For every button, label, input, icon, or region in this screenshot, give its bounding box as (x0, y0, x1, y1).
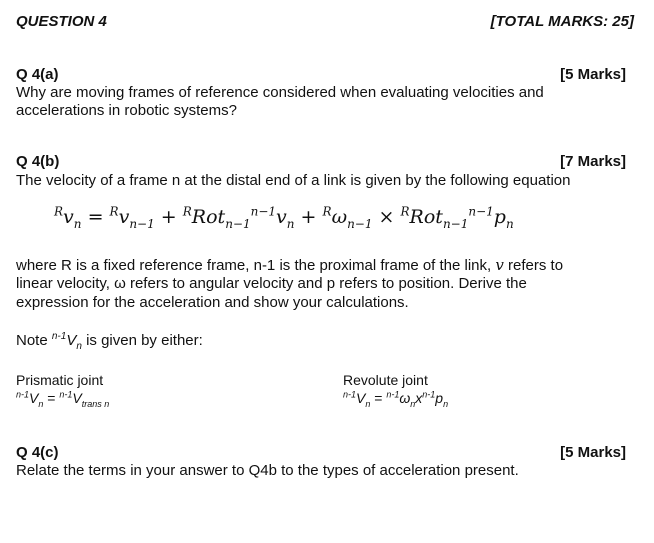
eq-sub-n3: n (505, 216, 514, 231)
prismatic-sup2: n-1 (59, 389, 73, 400)
q4b-desc-line1-b: refers to (508, 257, 564, 274)
revolute-x: x (415, 390, 423, 406)
note-prefix: Note (16, 332, 48, 349)
velocity-equation (54, 204, 514, 231)
revolute-omega: ω (399, 390, 411, 406)
eq-plus1: + (160, 206, 177, 228)
q4b-marks: [7 Marks] (560, 153, 626, 170)
q4b-intro: The velocity of a frame n at the distal end of a link is given by the following equation (16, 172, 571, 189)
prismatic-sub-n: n (38, 398, 44, 409)
revolute-sup2: n-1 (386, 389, 400, 400)
note-v: V (66, 332, 77, 349)
eq-sup-r4: R (322, 204, 332, 219)
prismatic-v2: V (72, 390, 82, 406)
note-sub: n (76, 341, 82, 352)
q4b-label: Q 4(b) (16, 153, 60, 170)
eq-sub-n2: n (286, 216, 295, 231)
q4a-label: Q 4(a) (16, 66, 59, 83)
note-suffix: is given by either: (86, 332, 203, 349)
eq-rot2: Rot (409, 206, 443, 228)
revolute-v: V (356, 390, 366, 406)
eq-sup-r3: R (182, 204, 192, 219)
q4b-desc-line1 (16, 256, 563, 275)
eq-v3: v (276, 206, 287, 228)
prismatic-formula (16, 389, 110, 409)
q4c-label: Q 4(c) (16, 444, 59, 461)
eq-sup-r2: R (109, 204, 119, 219)
eq-sub-n-1a: n−1 (129, 216, 155, 231)
eq-omega: ω (331, 206, 348, 228)
q4b-desc-line1-a: where R is a fixed reference frame, n-1 is the proximal frame of the link, (16, 257, 492, 274)
revolute-title: Revolute joint (343, 372, 428, 388)
q4b-desc-line3: expression for the acceleration and show your calculations. (16, 294, 409, 311)
note-sup: n-1 (51, 331, 67, 342)
revolute-p: p (435, 390, 444, 406)
revolute-sub-n: n (365, 398, 371, 409)
eq-sub-n-1b: n−1 (225, 216, 251, 231)
revolute-sup3: n-1 (422, 389, 436, 400)
q4a-marks: [5 Marks] (560, 66, 626, 83)
eq-p: p (493, 206, 506, 228)
prismatic-sup1: n-1 (16, 389, 30, 400)
eq-v2: v (118, 206, 130, 228)
eq-times: × (378, 206, 395, 228)
eq-sup-n-1a: n−1 (250, 204, 277, 219)
eq-sub-n-1c: n−1 (347, 216, 373, 231)
note-line (16, 332, 203, 350)
eq-rot1: Rot (191, 206, 226, 228)
eq-plus2: + (300, 206, 317, 228)
prismatic-eq: = (47, 390, 56, 406)
revolute-eq: = (374, 390, 383, 406)
total-marks: [TOTAL MARKS: 25] (490, 13, 634, 30)
q4a-text-line1: Why are moving frames of reference considered when evaluating velocities and (16, 84, 544, 101)
question-title: QUESTION 4 (16, 13, 107, 30)
q4c-text: Relate the terms in your answer to Q4b to the types of acceleration present. (16, 462, 519, 479)
revolute-sup1: n-1 (343, 389, 357, 400)
eq-equals: = (87, 206, 104, 228)
prismatic-title: Prismatic joint (16, 372, 104, 388)
revolute-sub-n2: n (410, 398, 416, 409)
eq-sup-r1: R (54, 204, 64, 219)
eq-sup-r5: R (400, 204, 410, 219)
eq-sup-n-1b: n−1 (468, 204, 494, 219)
eq-sub-n1: n (73, 216, 82, 231)
q4b-desc-v: v (495, 256, 504, 274)
prismatic-v: V (29, 390, 39, 406)
prismatic-sub-trans: trans n (81, 398, 110, 409)
eq-sub-n-1d: n−1 (442, 216, 469, 231)
revolute-sub-n3: n (443, 398, 449, 409)
eq-v1: v (63, 206, 74, 228)
q4c-marks: [5 Marks] (560, 444, 626, 461)
revolute-formula (343, 389, 449, 409)
q4a-text-line2: accelerations in robotic systems? (16, 102, 237, 119)
q4b-desc-line2: linear velocity, ω refers to angular velocity and p refers to position. Derive the (16, 275, 527, 292)
